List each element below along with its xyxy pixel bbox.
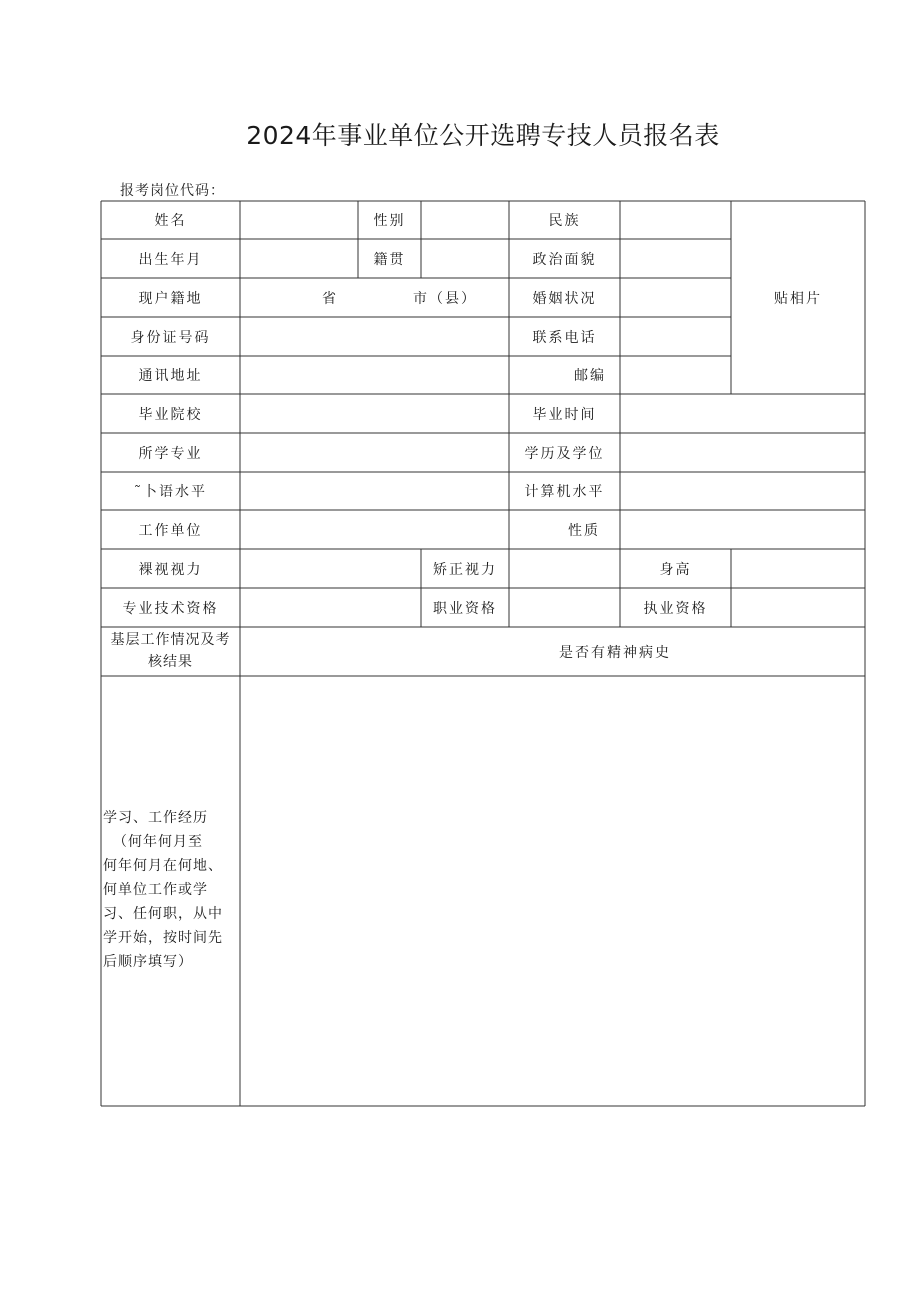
- label-foreign-language: ˜卜语水平: [134, 484, 207, 500]
- resume-line: 学开始，按时间先: [103, 930, 223, 946]
- label-major: 所学专业: [138, 445, 203, 462]
- label-corrected-vision: 矫正视力: [433, 561, 497, 578]
- resume-line: 何单位工作或学: [103, 882, 208, 898]
- label-tech-qualification: 专业技术资格: [122, 600, 219, 617]
- post-code-label: 报考岗位代码：: [120, 183, 225, 199]
- label-marital: 婚姻状况: [532, 290, 597, 307]
- label-political: 政治面貌: [532, 251, 597, 268]
- label-native: 籍贯: [373, 251, 406, 268]
- label-nature: 性质: [568, 522, 600, 539]
- label-mental-history: 是否有精神病史: [559, 644, 671, 661]
- label-job-qualification: 职业资格: [433, 600, 497, 617]
- label-gender: 性别: [373, 213, 406, 229]
- label-ethnicity: 民族: [548, 213, 581, 229]
- resume-line: 后顺序填写）: [103, 954, 193, 970]
- page-title: 2024年事业单位公开选聘专技人员报名表: [246, 121, 720, 150]
- label-grad-time: 毕业时间: [532, 406, 597, 423]
- label-grassroots-line1: 基层工作情况及考: [110, 632, 231, 648]
- label-workplace: 工作单位: [138, 522, 203, 539]
- label-city: 市（县）: [413, 290, 477, 307]
- label-resume: [103, 806, 239, 974]
- label-residence: 现户籍地: [138, 290, 203, 307]
- label-photo: 贴相片: [774, 290, 822, 307]
- label-phone: 联系电话: [532, 329, 597, 346]
- resume-line: 学习、工作经历: [103, 810, 208, 826]
- label-school: 毕业院校: [138, 406, 203, 423]
- resume-line: 何年何月在何地、: [103, 858, 223, 874]
- label-height: 身高: [659, 561, 692, 578]
- label-computer: 计算机水平: [524, 484, 605, 500]
- label-birth: 出生年月: [138, 251, 203, 268]
- label-province: 省: [322, 290, 338, 307]
- resume-line: 习、任何职，从中: [103, 906, 223, 922]
- label-name: 姓名: [154, 213, 187, 229]
- label-practice-qualification: 执业资格: [643, 600, 708, 617]
- label-postcode: 邮编: [574, 368, 606, 384]
- resume-line: （何年何月至: [113, 834, 203, 850]
- label-id-number: 身份证号码: [130, 329, 211, 346]
- label-grassroots: [101, 629, 240, 673]
- label-grassroots-line2: 核结果: [148, 654, 193, 670]
- label-degree: 学历及学位: [524, 445, 605, 462]
- label-naked-vision: 裸视视力: [138, 561, 203, 578]
- label-address: 通讯地址: [138, 368, 203, 384]
